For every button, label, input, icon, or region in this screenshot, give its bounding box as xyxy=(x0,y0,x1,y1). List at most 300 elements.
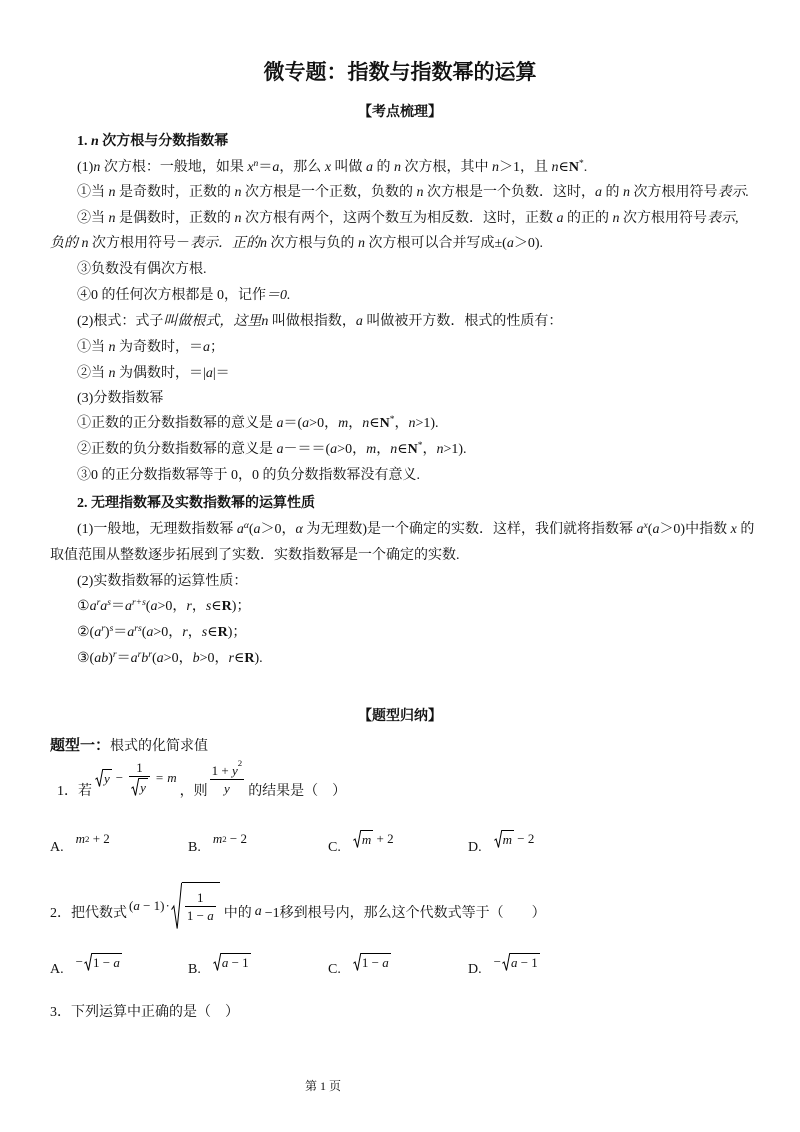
text-run: a xyxy=(652,522,660,537)
text-run: 的正的 xyxy=(563,211,613,226)
text-run: ( xyxy=(647,522,653,537)
text-run: ③负数没有偶次方根. xyxy=(77,262,207,277)
text-run: 负的 n xyxy=(50,236,89,251)
option-formula xyxy=(353,953,391,971)
minus-sign: − xyxy=(115,770,124,785)
text-run: m xyxy=(338,416,349,431)
superscript: r xyxy=(137,649,142,660)
text-run: − 1) xyxy=(139,898,165,913)
rule-product-power xyxy=(77,646,263,672)
text-run: n xyxy=(492,160,500,175)
text-run: 为偶数时，＝| xyxy=(115,366,206,381)
text-run: − 1 xyxy=(228,955,249,970)
text-run: 1. xyxy=(77,134,91,149)
negative-sign: − xyxy=(75,954,83,969)
text-run: ∈ xyxy=(211,599,222,614)
text-run: b xyxy=(192,651,200,666)
radical-stroke xyxy=(502,953,510,970)
text-run: a xyxy=(156,651,164,666)
superscript: r xyxy=(148,649,152,660)
text-run: ) xyxy=(104,625,110,640)
text-run: ∈ xyxy=(397,442,408,457)
paragraph-nth-root-definition xyxy=(77,155,587,181)
radicand: m xyxy=(361,832,372,847)
text-run: ( xyxy=(248,522,254,537)
question-3: 3．下列运算中正确的是（ ） xyxy=(50,1005,239,1020)
text-run: a xyxy=(506,236,514,251)
superscript: s xyxy=(109,623,114,634)
text-run: 2. 无理指数幂及实数指数幂的运算性质 xyxy=(77,496,315,511)
superscript: r xyxy=(112,649,117,660)
paragraph-radical-even xyxy=(77,361,230,387)
superscript: * xyxy=(417,440,423,451)
text-run: n xyxy=(93,160,101,175)
radicand xyxy=(182,882,220,930)
text-run: 叫做 xyxy=(331,160,367,175)
text-run: n xyxy=(91,134,99,149)
text-run: a xyxy=(130,651,138,666)
text-run: ( xyxy=(141,625,147,640)
text-run: m xyxy=(75,831,86,846)
text-run: |＝ xyxy=(212,366,230,381)
radical xyxy=(502,953,540,971)
text-run: 叫做被开方数．根式的性质有： xyxy=(362,314,563,329)
fraction-denominator xyxy=(185,907,216,924)
text-run: 次方根用符号 xyxy=(630,185,718,200)
text-run: n xyxy=(551,160,559,175)
text-run: 是偶数时，正数的 xyxy=(115,211,235,226)
text-run: a xyxy=(253,522,261,537)
text-run: s xyxy=(201,625,208,640)
text-run: >0， xyxy=(157,599,187,614)
text-run: ( xyxy=(152,651,157,666)
text-run: n xyxy=(390,442,398,457)
text-run: 次方根用符号 xyxy=(619,211,707,226)
text-run: 次方根，其中 xyxy=(401,160,493,175)
superscript: * xyxy=(389,414,395,425)
text-run: a xyxy=(124,599,132,614)
text-run: R xyxy=(217,625,228,640)
q1-option-b xyxy=(188,831,247,861)
text-run: ( xyxy=(129,898,134,913)
radical-sign-icon xyxy=(494,830,502,848)
text-run: ②当 xyxy=(77,366,109,381)
text-run: x xyxy=(247,160,254,175)
radical-sign-icon xyxy=(84,953,92,971)
text-run: ∈ xyxy=(558,160,569,175)
text-run: ； xyxy=(210,340,224,355)
text-run: 为无理数)是一个确定的实数．这样，我们就将指数幂 xyxy=(302,522,637,537)
radical-stroke xyxy=(171,883,181,928)
text-run: ，那么 xyxy=(279,160,325,175)
text-run: >0， xyxy=(309,416,339,431)
radical-stroke xyxy=(353,830,361,847)
superscript: s xyxy=(107,597,111,608)
subheading-real-exponent xyxy=(77,491,315,517)
text-run: N xyxy=(568,160,580,175)
text-run: (2)实数指数幂的运算性质： xyxy=(77,574,248,589)
radical xyxy=(213,953,251,971)
text-run: a xyxy=(205,366,213,381)
text-run: n xyxy=(394,160,402,175)
text-run: n xyxy=(108,185,116,200)
text-run: 为奇数时，＝ xyxy=(115,340,203,355)
text-run: a xyxy=(276,442,284,457)
question-type-label: 题型一： xyxy=(50,738,111,754)
text-run: x xyxy=(730,522,737,537)
factor xyxy=(129,898,165,914)
rule-power xyxy=(77,620,246,646)
paragraph-odd-root xyxy=(77,180,749,206)
paragraph-irrational-exponent-cont xyxy=(50,543,460,569)
text-run: a xyxy=(236,522,244,537)
radical xyxy=(84,953,122,971)
text-run: 表示．正的n xyxy=(190,236,267,251)
text-run: >0， xyxy=(199,651,229,666)
q1-option-d xyxy=(468,831,535,861)
question-ask: 的结果是（ ） xyxy=(248,784,347,799)
condition-equation xyxy=(95,760,177,796)
q2-option-d xyxy=(468,954,540,983)
paragraph-zero-fractional xyxy=(77,463,420,489)
option-formula xyxy=(213,953,251,971)
text-run: a xyxy=(595,185,602,200)
text-run: a xyxy=(510,955,518,970)
text-run: R xyxy=(244,651,255,666)
text-run: a xyxy=(150,599,158,614)
question-number: 2．把代数式 xyxy=(50,906,127,921)
superscript: x xyxy=(643,520,648,531)
radical-sign-icon xyxy=(353,953,361,971)
text-run: ， xyxy=(394,416,409,431)
superscript: * xyxy=(579,158,584,169)
fraction-numerator: 1 xyxy=(185,890,216,907)
text-run: a xyxy=(636,522,644,537)
text-run: n xyxy=(234,211,242,226)
option-label: B. xyxy=(188,962,201,977)
text-run: a xyxy=(146,625,154,640)
text-run: a xyxy=(203,340,210,355)
text-run: n xyxy=(436,442,444,457)
text-run: ， xyxy=(187,625,202,640)
text-run: 1 − xyxy=(361,955,383,970)
text-run: 次方根与负的 xyxy=(267,236,358,251)
text-run: ＞0， xyxy=(260,522,296,537)
radicand xyxy=(92,953,122,971)
text-run: ∈ xyxy=(207,625,218,640)
text-run: 叫做根指数， xyxy=(268,314,356,329)
option-label: B. xyxy=(188,840,201,855)
option-formula xyxy=(353,830,394,848)
text-run: N xyxy=(379,416,390,431)
text-run: a xyxy=(207,908,214,923)
text-run: 是奇数时，正数的 xyxy=(115,185,235,200)
text-run: ， xyxy=(422,442,437,457)
text-run: n xyxy=(416,185,424,200)
text-run: ∈ xyxy=(369,416,380,431)
option-formula xyxy=(494,953,540,971)
radical-stroke xyxy=(213,953,221,970)
question-connector: ，则 xyxy=(179,784,208,799)
fraction-numerator xyxy=(210,758,245,780)
text-run: (1)一般地，无理数指数幂 xyxy=(77,522,237,537)
text-run: ) xyxy=(108,651,113,666)
radicand: y xyxy=(104,771,110,786)
paragraph-radical-odd xyxy=(77,335,224,361)
text-run: n xyxy=(108,340,116,355)
section-heading-question-types: 【题型归纳】 xyxy=(358,709,442,724)
text-run: ②正数的负分数指数幂的意义是 xyxy=(77,442,277,457)
text-run: s xyxy=(205,599,212,614)
text-run: 次方根有两个，这两个数互为相反数．这时，正数 xyxy=(241,211,557,226)
radical-stroke xyxy=(95,769,103,786)
option-label: A. xyxy=(50,840,64,855)
text-run: n xyxy=(108,211,116,226)
rule-product xyxy=(77,594,250,620)
text-run: )； xyxy=(231,599,251,614)
text-run: ②( xyxy=(77,625,95,640)
text-run: ＝( xyxy=(283,416,303,431)
text-run: ＝ xyxy=(110,599,125,614)
text-run: a xyxy=(100,599,108,614)
radical xyxy=(494,830,514,848)
text-run: (1) xyxy=(77,160,94,175)
text-run: ＞1，且 xyxy=(499,160,552,175)
question-ask: −1移到根号内，那么这个代数式等于（ ） xyxy=(264,906,546,921)
text-run: r xyxy=(186,599,192,614)
radical-sign-icon xyxy=(95,769,103,787)
text-run: a xyxy=(355,314,363,329)
radicand: m xyxy=(502,832,513,847)
text-run: a xyxy=(330,442,338,457)
text-run: a xyxy=(366,160,374,175)
radical-stroke xyxy=(353,953,361,970)
text-run: 1 − xyxy=(186,908,208,923)
option-label: C. xyxy=(328,962,341,977)
target-expression xyxy=(208,758,247,797)
text-run: 取值范围从整数逐步拓展到了实数．实数指数幂是一个确定的实数. xyxy=(50,548,460,563)
superscript: 2 xyxy=(237,758,243,768)
question-1 xyxy=(57,758,347,815)
text-run: 1 − xyxy=(92,955,114,970)
text-run: R xyxy=(221,599,232,614)
option-label: C. xyxy=(328,840,341,855)
radicand xyxy=(361,953,391,971)
text-run: r xyxy=(228,651,234,666)
text-run: α xyxy=(295,522,303,537)
text-run: ＝ xyxy=(116,651,131,666)
text-run: ①当 xyxy=(77,185,109,200)
text-run: ， xyxy=(376,442,391,457)
formula-rest: − 2 xyxy=(514,831,535,846)
text-run: ③0 的正分数指数幂等于 0，0 的负分数指数幂没有意义. xyxy=(77,468,420,483)
option-formula: m 2 − 2 xyxy=(212,831,247,846)
text-run: a xyxy=(221,955,229,970)
text-run: b xyxy=(141,651,149,666)
text-run: 叫做根式，这里 xyxy=(163,314,262,329)
text-run: )； xyxy=(227,625,247,640)
text-run: a xyxy=(113,955,120,970)
section-heading-key-points: 【考点梳理】 xyxy=(358,105,442,120)
superscript: rs xyxy=(134,623,142,634)
radical-sign-icon xyxy=(502,953,510,971)
option-formula xyxy=(76,953,122,971)
text-run: 的 xyxy=(373,160,395,175)
superscript: r xyxy=(101,623,105,634)
paragraph-radical-definition xyxy=(77,309,562,335)
paragraph-even-root-cont xyxy=(50,231,543,257)
text-run: ∈ xyxy=(233,651,245,666)
variable: m xyxy=(167,770,177,785)
question-connector: 中的 xyxy=(223,906,252,921)
equals-sign: = xyxy=(155,770,164,785)
text-run: . xyxy=(583,160,588,175)
text-run: − 1 xyxy=(517,955,538,970)
fraction xyxy=(185,890,216,924)
option-label: D. xyxy=(468,840,482,855)
text-run: 次方根可以合并写成±( xyxy=(365,236,507,251)
q2-option-c xyxy=(328,957,391,983)
option-formula xyxy=(494,830,535,848)
radicand xyxy=(221,953,251,971)
text-run: − 2 xyxy=(226,831,247,846)
question-type-heading xyxy=(50,733,208,759)
text-run: ①正数的正分数指数幂的意义是 xyxy=(77,416,277,431)
text-run: a xyxy=(133,898,140,913)
text-run: >1). xyxy=(443,442,467,457)
text-run: N xyxy=(407,442,418,457)
fraction-denominator xyxy=(129,777,150,796)
q2-option-a xyxy=(50,954,122,983)
page-title: 微专题：指数与指数幂的运算 xyxy=(263,60,537,84)
paragraph-irrational-exponent xyxy=(77,517,754,543)
text-run: ①当 xyxy=(77,340,109,355)
fraction xyxy=(129,760,150,796)
text-run: (2)根式：式子 xyxy=(77,314,164,329)
text-run: >0， xyxy=(163,651,193,666)
radicand: y xyxy=(140,780,146,795)
text-run: a xyxy=(89,599,97,614)
text-run: ＝ xyxy=(113,625,128,640)
text-run: >0， xyxy=(337,442,367,457)
text-run: n xyxy=(612,211,620,226)
text-run: + 2 xyxy=(89,831,110,846)
radical xyxy=(95,769,112,787)
superscript: r+s xyxy=(131,597,146,608)
text-run: >1). xyxy=(415,416,439,431)
text-run: a xyxy=(556,211,564,226)
text-run: r xyxy=(182,625,188,640)
text-run: ab xyxy=(94,651,109,666)
text-run: a xyxy=(127,625,135,640)
question-number: 1．若 xyxy=(57,784,92,799)
text-run: 次方根：一般地，如果 xyxy=(100,160,248,175)
text-run: 表示. xyxy=(717,185,749,200)
paragraph-negative-fractional xyxy=(77,437,467,463)
negative-sign: − xyxy=(493,954,501,969)
paragraph-zero-root xyxy=(77,283,291,309)
algebraic-expression xyxy=(129,882,220,930)
text-run: n xyxy=(234,185,242,200)
q1-option-a xyxy=(50,831,110,861)
subheading-nth-root xyxy=(77,129,228,155)
paragraph-positive-fractional xyxy=(77,411,439,437)
text-run: ＝0. xyxy=(266,288,291,303)
text-run: 表示, xyxy=(707,211,739,226)
text-run: x xyxy=(324,160,332,175)
fraction-denominator: y xyxy=(224,781,230,796)
paragraph-even-root xyxy=(77,206,739,232)
paragraph-negative-no-even-root xyxy=(77,257,207,283)
text-run: ＞0). xyxy=(513,236,544,251)
radical-sign-icon xyxy=(353,830,361,848)
text-run: －＝＝( xyxy=(283,442,331,457)
text-run: ＝ xyxy=(258,160,273,175)
text-run: ③( xyxy=(77,651,95,666)
text-run: ). xyxy=(254,651,263,666)
text-run: 次方根用符号－ xyxy=(88,236,190,251)
radical-sign-icon xyxy=(131,778,139,796)
text-run: 的 xyxy=(736,522,755,537)
radical-sign-icon xyxy=(171,882,182,930)
text-run: m xyxy=(366,442,377,457)
text-run: a xyxy=(382,955,389,970)
text-run: n xyxy=(408,416,416,431)
fraction xyxy=(210,758,245,797)
text-run: y xyxy=(231,763,238,778)
formula-rest: + 2 xyxy=(373,831,394,846)
page-footer: 第 1 页 xyxy=(305,1079,342,1093)
text-run: a xyxy=(276,416,284,431)
text-run: m xyxy=(212,831,223,846)
text-run: ， xyxy=(191,599,206,614)
radical xyxy=(171,882,220,930)
radical xyxy=(353,830,373,848)
text-run: 的 xyxy=(602,185,623,200)
multiply-dot: · xyxy=(165,898,170,913)
radical-stroke xyxy=(84,953,92,970)
text-run: ④0 的任何次方根都是 0，记作 xyxy=(77,288,266,303)
text-run: 次方根与分数指数幂 xyxy=(98,134,229,149)
text-run: (3)分数指数幂 xyxy=(77,391,164,406)
fraction-numerator: 1 xyxy=(129,760,150,777)
variable: a xyxy=(254,904,262,919)
text-run: 次方根是一个负数．这时， xyxy=(423,185,595,200)
radical-sign-icon xyxy=(213,953,221,971)
text-run: a xyxy=(272,160,280,175)
superscript: r xyxy=(96,597,101,608)
paragraph-fractional-exponent xyxy=(77,386,163,412)
superscript: n xyxy=(253,158,259,169)
text-run: n xyxy=(623,185,630,200)
text-run: 1 + xyxy=(211,763,232,778)
radical xyxy=(131,778,148,796)
text-run: n xyxy=(261,314,269,329)
q2-option-b xyxy=(188,957,251,983)
paragraph-exponent-rules xyxy=(77,569,247,595)
text-run: a xyxy=(94,625,102,640)
text-run: ( xyxy=(145,599,151,614)
radicand xyxy=(510,953,540,971)
text-run: ②当 xyxy=(77,211,109,226)
radical xyxy=(353,953,391,971)
text-run: >0， xyxy=(153,625,183,640)
option-formula: m 2 + 2 xyxy=(75,831,110,846)
text-run: ① xyxy=(77,599,90,614)
superscript: α xyxy=(243,520,249,531)
text-run: a xyxy=(302,416,310,431)
text-run: ， xyxy=(348,416,363,431)
